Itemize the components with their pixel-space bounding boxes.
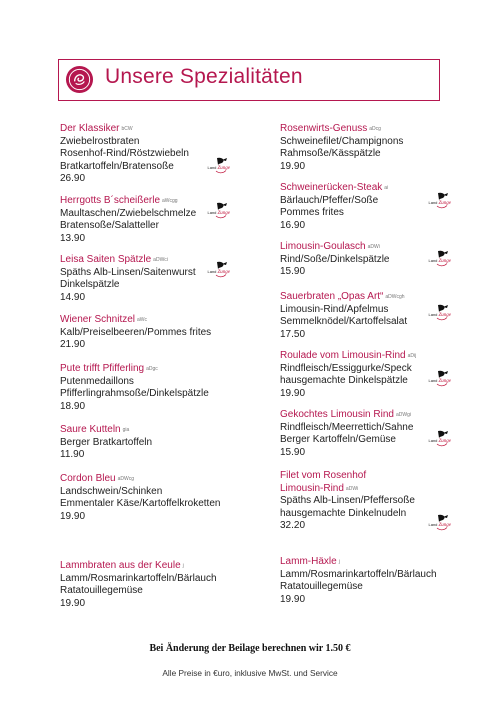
menu-item [280, 291, 407, 341]
dish-description: Semmelknödel/Kartoffelsalat [280, 316, 408, 328]
dish-description: Pfifferlingrahmsoße/Dinkelspätzle [60, 388, 209, 400]
dish-name: Der Klassiker [60, 123, 120, 134]
dish-name: Sauerbraten „Opas Art“ [280, 291, 384, 302]
allergen-code: aDWgi [395, 412, 411, 418]
page-title: Unsere Spezialitäten [105, 65, 303, 88]
dish-description: Rind/Soße/Dinkelspätzle [280, 253, 390, 265]
dish-name: Wiener Schnitzel [60, 314, 136, 325]
dish-description: hausgemachte Dinkelspätzle [280, 375, 408, 387]
dish-description: Rindfleisch/Essiggurke/Speck [280, 362, 412, 374]
dish-price: 16.90 [280, 219, 306, 231]
dish-price: 21.90 [60, 339, 86, 351]
landzunge-badge-icon [207, 202, 232, 219]
dish-description: Maultaschen/Zwiebelschmelze [60, 207, 197, 219]
landzunge-badge-icon [207, 261, 232, 278]
dish-price: 19.90 [280, 387, 306, 399]
menu-item [60, 195, 196, 245]
svg-text:Zunge: Zunge [217, 166, 230, 171]
dish-description: Putenmedaillons [60, 375, 134, 387]
dish-description: Späths Alb-Linsen/Pfeffersoße [280, 495, 415, 507]
svg-text:Zunge: Zunge [438, 439, 451, 444]
dish-name: Lamm-Häxle [280, 556, 337, 567]
allergen-code: aDWcgh [385, 294, 405, 300]
dish-description: Bärlauch/Pfeffer/Soße [280, 194, 379, 206]
svg-text:Zunge: Zunge [217, 211, 230, 216]
dish-description: hausgemachte Dinkelnudeln [280, 507, 407, 519]
menu-item [280, 409, 413, 459]
dish-name: Rosenwirts-Genuss [280, 123, 368, 134]
svg-text:Zunge: Zunge [438, 259, 451, 264]
dish-price: 19.90 [60, 510, 86, 522]
dish-price: 19.90 [280, 593, 306, 605]
dish-price: 15.90 [280, 266, 306, 278]
allergen-code: aWcgg [162, 198, 178, 204]
allergen-code: gia [122, 427, 130, 433]
landzunge-badge-icon [428, 304, 453, 321]
allergen-code: aDgc [146, 366, 158, 372]
menu-item [60, 424, 152, 462]
dish-name: Lammbraten aus der Keule [60, 560, 181, 571]
dish-price: 17.50 [280, 328, 306, 340]
svg-text:Land: Land [207, 269, 217, 274]
dish-description: Emmentaler Käse/Kartoffelkroketten [60, 498, 221, 510]
allergen-code: aDij [407, 353, 417, 359]
dish-price: 13.90 [60, 232, 86, 244]
menu-item [280, 123, 403, 173]
dish-name: Pute trifft Pfifferling [60, 363, 145, 374]
dish-name: Roulade vom Limousin-Rind [280, 350, 406, 361]
dish-name: Saure Kutteln [60, 424, 121, 435]
menu-item [60, 254, 196, 304]
menu-item [60, 314, 211, 352]
menu-item [280, 241, 390, 279]
dish-description: Ratatouillegemüse [280, 581, 363, 593]
landzunge-badge-icon [428, 514, 453, 531]
dish-description: Dinkelspätzle [60, 279, 120, 291]
svg-text:Land: Land [428, 438, 438, 443]
dish-description: Bratensoße/Salatteller [60, 220, 159, 232]
dish-description: Lamm/Rosmarinkartoffeln/Bärlauch [280, 568, 437, 580]
dish-description: Rindfleisch/Meerrettich/Sahne [280, 421, 414, 433]
dish-description: Schweinefilet/Champignons [280, 135, 404, 147]
dish-name: Leisa Saiten Spätzle [60, 254, 152, 265]
allergen-code: aDWcg [117, 476, 134, 482]
landzunge-badge-icon [428, 430, 453, 447]
svg-text:Land: Land [207, 210, 217, 215]
dish-price: 26.90 [60, 173, 86, 185]
svg-text:Zunge: Zunge [438, 523, 451, 528]
header-box [58, 59, 440, 101]
menu-item [60, 363, 209, 413]
side-dish-note: Bei Änderung der Beilage berechnen wir 1.50 € [149, 643, 351, 654]
dish-name: Herrgotts B´scheißerle [60, 195, 161, 206]
dish-price: 15.90 [280, 446, 306, 458]
allergen-code: j [182, 563, 184, 569]
menu-item [280, 470, 415, 533]
allergen-code: bCW [121, 126, 133, 132]
dish-price: 19.90 [280, 160, 306, 172]
landzunge-badge-icon [428, 192, 453, 209]
svg-text:Zunge: Zunge [217, 270, 230, 275]
dish-description: Bratkartoffeln/Bratensoße [60, 160, 174, 172]
dish-name: Filet vom Rosenhof [280, 470, 367, 481]
dish-price: 19.90 [60, 597, 86, 609]
svg-text:Land: Land [207, 165, 217, 170]
dish-description: Berger Kartoffeln/Gemüse [280, 434, 396, 446]
landzunge-badge-icon [428, 370, 453, 387]
landzunge-badge-icon [428, 250, 453, 267]
dish-description: Berger Bratkartoffeln [60, 436, 153, 448]
allergen-code: j [338, 559, 340, 565]
dish-price: 14.90 [60, 291, 86, 303]
dish-description: Limousin-Rind/Apfelmus [280, 303, 389, 315]
menu-item [280, 350, 416, 400]
menu-item [60, 123, 189, 186]
menu-item [280, 556, 437, 606]
dish-description: Zwiebelrostbraten [60, 135, 140, 147]
dish-description: Pommes frites [280, 207, 344, 219]
menu-item [280, 182, 388, 232]
svg-text:Land: Land [428, 522, 438, 527]
dish-description: Späths Alb-Linsen/Saitenwurst [60, 266, 196, 278]
menu-item [60, 473, 220, 523]
svg-text:Land: Land [428, 200, 438, 205]
dish-price: 11.90 [60, 449, 85, 461]
menu-item [60, 560, 217, 610]
allergen-code: aWc [137, 317, 148, 323]
allergen-code: aDWci [153, 257, 168, 263]
rose-emblem-icon [65, 65, 94, 94]
dish-description: Ratatouillegemüse [60, 585, 143, 597]
dish-description: Rahmsoße/Kässpätzle [280, 148, 381, 160]
allergen-code: aDWi [345, 485, 359, 492]
dish-price: 32.20 [280, 520, 306, 532]
dish-name: Limousin-Rind [280, 482, 344, 494]
footer-price-info: Alle Preise in €uro, inklusive MwSt. und Service [162, 668, 338, 678]
allergen-code: aDWi [367, 244, 380, 250]
svg-text:Zunge: Zunge [438, 201, 451, 206]
svg-text:Land: Land [428, 378, 438, 383]
allergen-code: aDcg [369, 126, 381, 132]
dish-price: 18.90 [60, 400, 86, 412]
dish-name: Gekochtes Limousin Rind [280, 409, 394, 420]
svg-text:Zunge: Zunge [438, 379, 451, 384]
svg-text:Land: Land [428, 312, 438, 317]
allergen-code: ai [384, 185, 389, 191]
dish-name: Cordon Bleu [60, 473, 116, 484]
dish-name: Limousin-Goulasch [280, 241, 366, 252]
dish-description: Landschwein/Schinken [60, 485, 163, 497]
landzunge-badge-icon [207, 157, 232, 174]
dish-description: Lamm/Rosmarinkartoffeln/Bärlauch [60, 572, 217, 584]
svg-text:Land: Land [428, 258, 438, 263]
dish-description: Kalb/Preiselbeeren/Pommes frites [60, 326, 212, 338]
dish-description: Rosenhof-Rind/Röstzwiebeln [60, 148, 189, 160]
dish-name: Schweinerücken-Steak [280, 182, 383, 193]
svg-text:Zunge: Zunge [438, 313, 451, 318]
